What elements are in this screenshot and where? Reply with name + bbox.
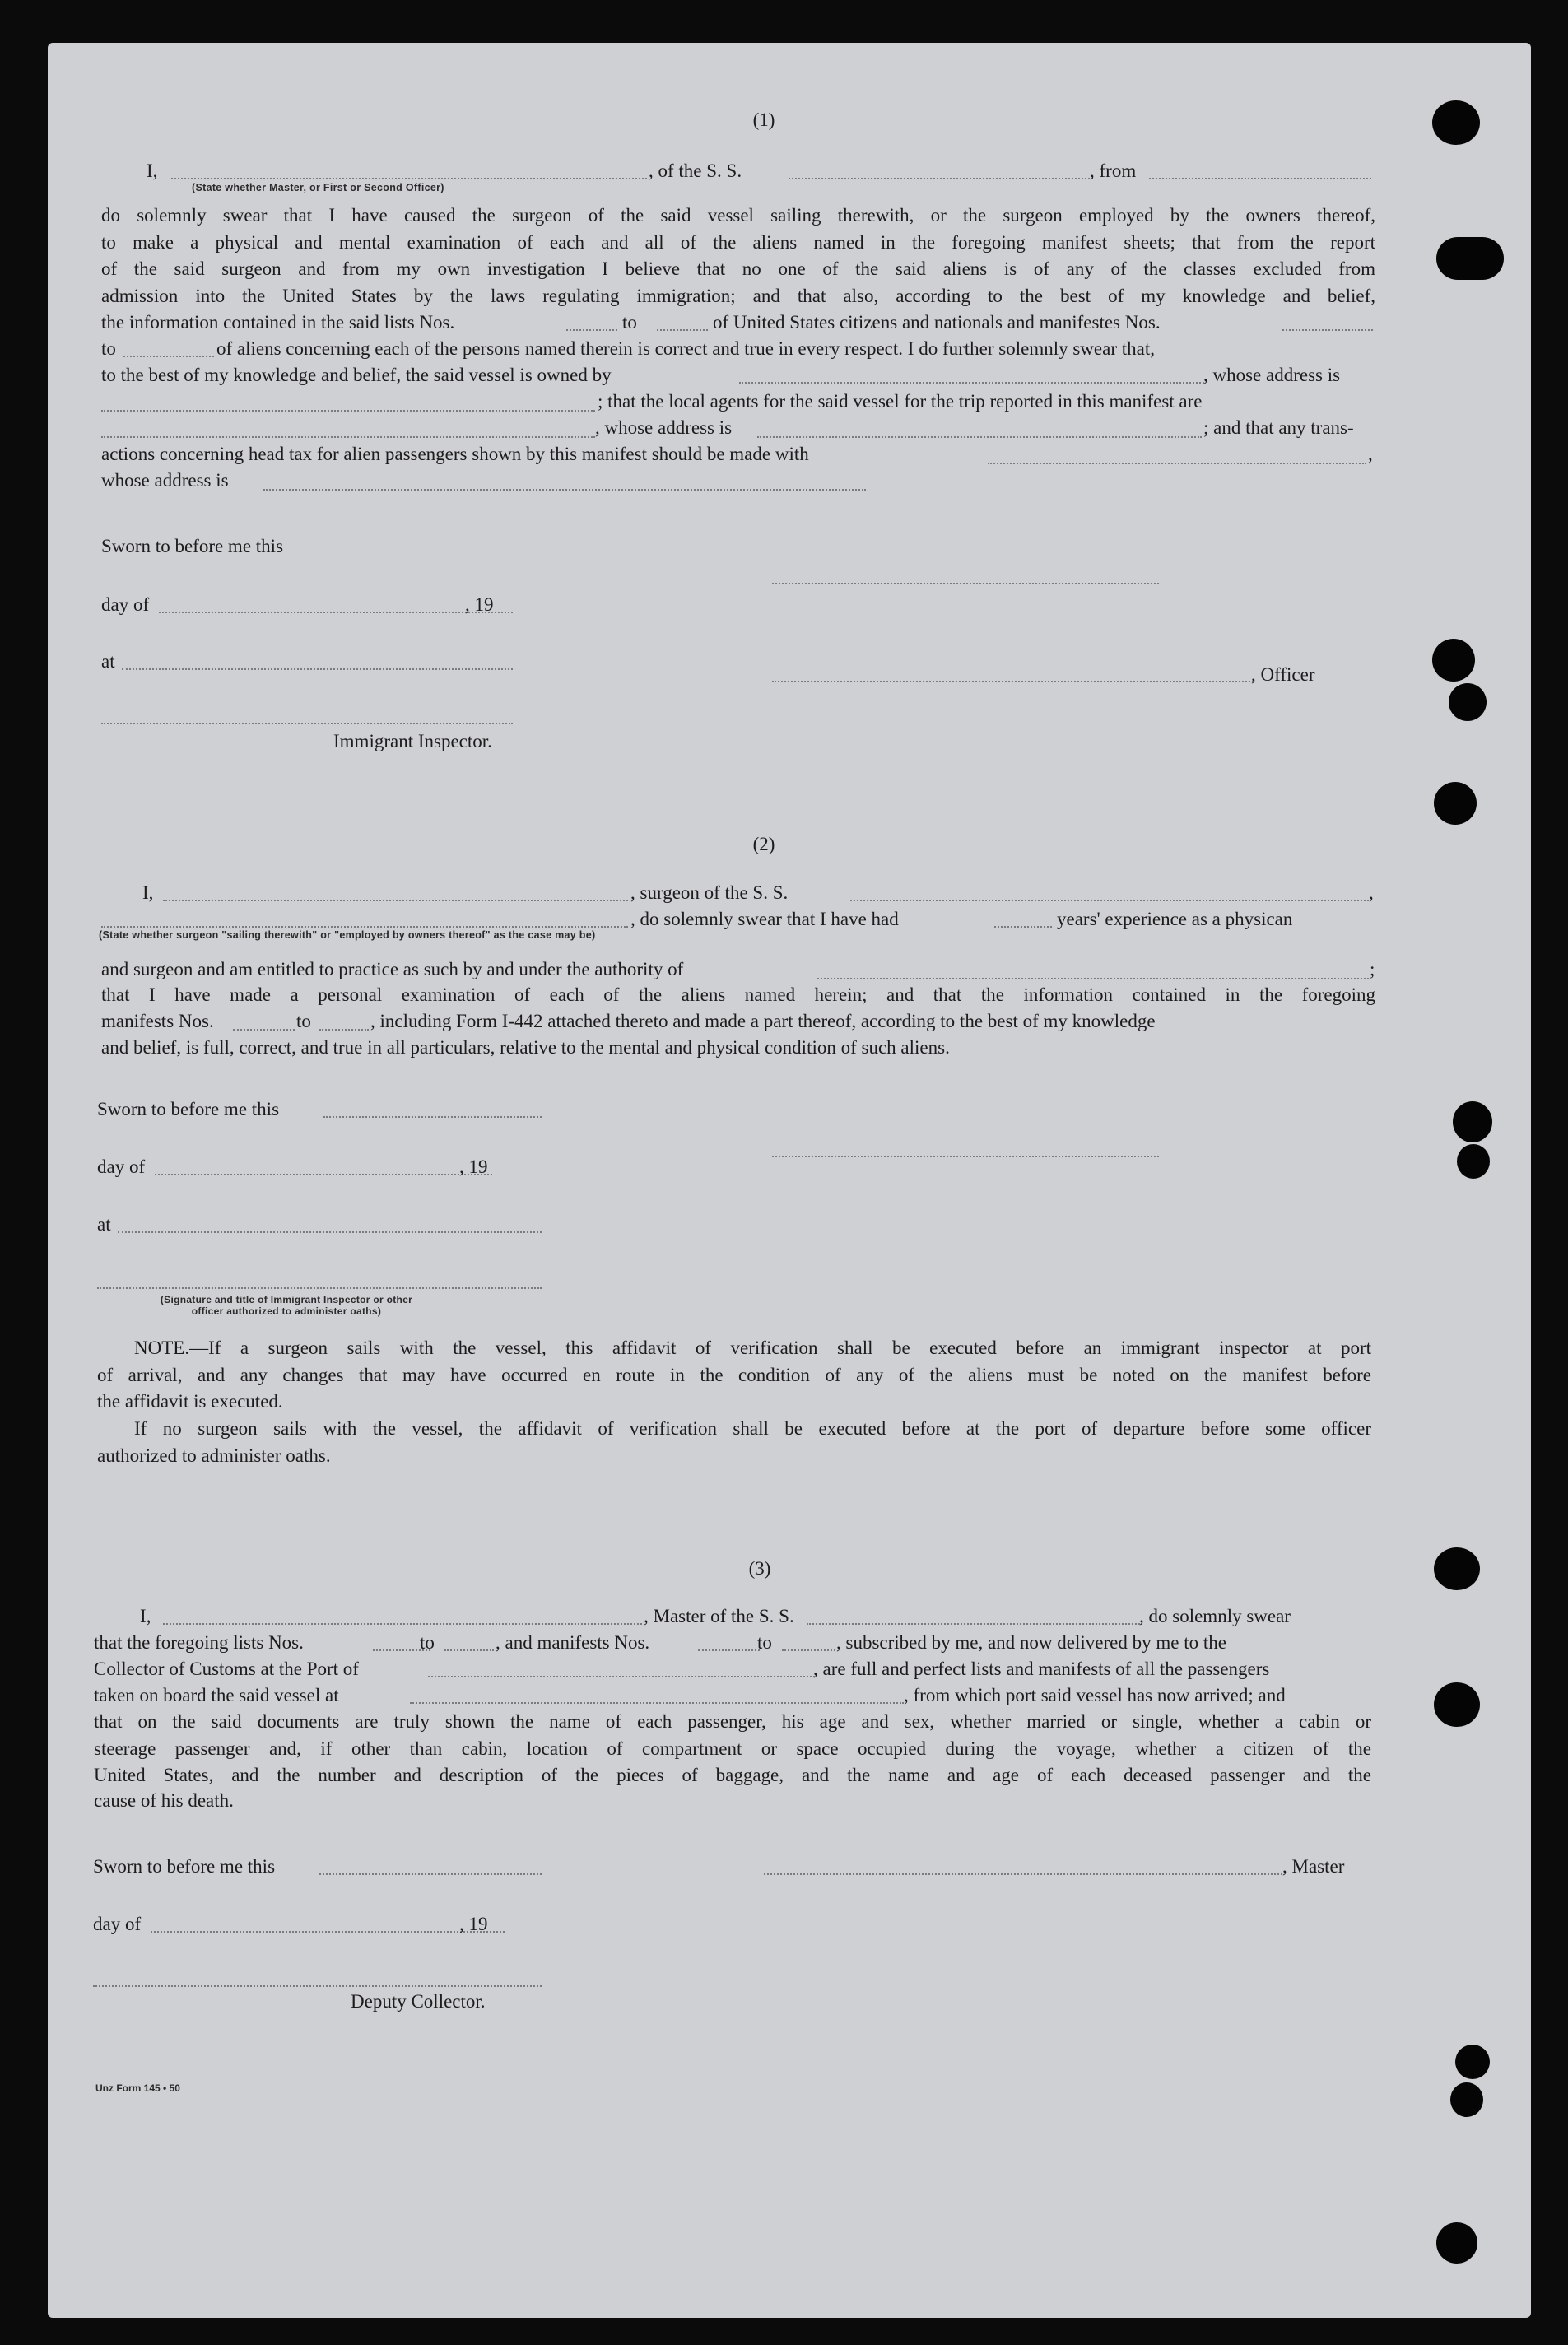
of-ss-label: , of the S. S.: [649, 161, 742, 181]
manifest-from-field[interactable]: [233, 1029, 295, 1031]
owner-address-label: , whose address is: [1203, 365, 1341, 385]
punch-hole: [1434, 1682, 1480, 1727]
declarant-i: I,: [140, 1606, 151, 1626]
signature-note-line: (Signature and title of Immigrant Inspector or other: [160, 1294, 413, 1305]
exam-paragraph: [101, 982, 1375, 1009]
documents-line: steerage passenger and, if other than cabin, location of compartment or space occupied during the voyage, whether a citizen of the: [94, 1738, 1371, 1759]
year-label: , 19: [459, 1914, 488, 1934]
sworn-label: Sworn to before me this: [101, 536, 284, 556]
documents-line: United States, and the number and description of the pieces of baggage, and the name and age of each deceased passenger and the: [94, 1765, 1371, 1785]
owner-address-field[interactable]: [101, 410, 595, 412]
transactions-label: ; and that any trans-: [1203, 417, 1354, 438]
comma: ,: [1369, 882, 1374, 903]
form-number: Unz Form 145 • 50: [95, 2082, 180, 2094]
section-number: (2): [752, 834, 775, 854]
section-number: (1): [752, 109, 775, 130]
info-label: the information contained in the said lists Nos.: [101, 312, 455, 333]
day-of-field[interactable]: [159, 612, 513, 613]
at-field[interactable]: [122, 668, 513, 670]
oath-paragraph: [101, 202, 1375, 309]
cause-text: cause of his death.: [94, 1790, 234, 1811]
from-label: , from: [1090, 161, 1137, 181]
form-text: , including Form I-442 attached thereto and made a part thereof, according to the best of my knowledge: [370, 1011, 1156, 1031]
sworn-date-field[interactable]: [319, 1873, 542, 1875]
alien-manifest-from-field[interactable]: [1282, 329, 1373, 331]
semicolon: ;: [1370, 959, 1375, 979]
inspector-signature-field[interactable]: [97, 1287, 542, 1289]
at-label: at: [101, 651, 115, 672]
sworn-label: Sworn to before me this: [97, 1099, 280, 1119]
agents-address-label: , whose address is: [595, 417, 733, 438]
master-name-field[interactable]: [163, 1623, 642, 1625]
aliens-text: of aliens concerning each of the persons named therein is correct and true in every respect. I do further solemnly swear that,: [216, 338, 1155, 359]
authority-label: and surgeon and am entitled to practice as such by and under the authority of: [101, 959, 684, 979]
alien-manifest-to-field[interactable]: [123, 356, 214, 357]
to-label: to: [420, 1632, 435, 1653]
manifests-label: of United States citizens and nationals and manifestes Nos.: [713, 312, 1161, 333]
surgeon-note: (State whether surgeon "sailing therewith" or "employed by owners thereof" as the case may be): [99, 929, 596, 941]
documents-paragraph: [94, 1709, 1371, 1789]
master-ss-label: , Master of the S. S.: [644, 1606, 794, 1626]
sworn-label: Sworn to before me this: [93, 1856, 276, 1877]
year-label: , 19: [459, 1156, 488, 1177]
headtax-address-field[interactable]: [263, 489, 866, 491]
headtax-text: actions concerning head tax for alien passengers shown by this manifest should be made with: [101, 444, 809, 464]
no-surgeon-paragraph: [97, 1416, 1371, 1469]
surgeon-name-field[interactable]: [163, 900, 628, 901]
deputy-label: Deputy Collector.: [351, 1991, 486, 2012]
inspector-signature-field[interactable]: [101, 723, 513, 724]
surgeon-signature-field[interactable]: [772, 1156, 1159, 1157]
punch-hole: [1453, 1101, 1492, 1142]
agents-field[interactable]: [101, 436, 595, 438]
oath-line: admission into the United States by the laws regulating immigration; and that also, according to the best of my knowledge and belief,: [101, 285, 1375, 306]
years-field[interactable]: [994, 926, 1052, 928]
agents-text: ; that the local agents for the said vessel for the trip reported in this manifest are: [598, 391, 1203, 412]
exam-line: that I have made a personal examination of each of the aliens named herein; and that the information contained in the foregoing: [101, 984, 1375, 1005]
officer-label: , Officer: [1251, 664, 1315, 685]
officer-title-field[interactable]: [772, 681, 1254, 682]
day-of-field[interactable]: [155, 1174, 492, 1175]
deputy-signature-field[interactable]: [93, 1985, 542, 1987]
swear-label: , do solemnly swear: [1139, 1606, 1291, 1626]
no-surgeon-line: authorized to administer oaths.: [97, 1445, 331, 1466]
to-label: to: [757, 1632, 772, 1653]
collector-text: , are full and perfect lists and manifests of all the passengers: [813, 1659, 1270, 1679]
collector-label: Collector of Customs at the Port of: [94, 1659, 359, 1679]
manifest-affidavit-page: [48, 43, 1531, 2318]
comma: ,: [1368, 444, 1373, 464]
to-label: to: [101, 338, 116, 359]
signature-note-line: officer authorized to administer oaths): [191, 1305, 382, 1317]
surgeon-ss-label: , surgeon of the S. S.: [630, 882, 789, 903]
note-line: NOTE.—If a surgeon sails with the vessel, this affidavit of verification shall be executed before an immigrant inspector at port: [134, 1338, 1371, 1358]
declarant-i: I,: [147, 161, 158, 181]
belief-text: and belief, is full, correct, and true in all particulars, relative to the mental and physical condition of such aliens.: [101, 1037, 950, 1058]
manifest-to-field[interactable]: [319, 1029, 369, 1031]
oath-line: to make a physical and mental examination of each and all of the aliens named in the foregoing manifest sheets; that from the report: [101, 231, 1375, 253]
officer-note: (State whether Master, or First or Second Officer): [192, 182, 444, 193]
citizen-list-to-field[interactable]: [657, 329, 708, 331]
lists-label: that the foregoing lists Nos.: [94, 1632, 304, 1653]
section-number: (3): [748, 1558, 771, 1579]
manifests-label: manifests Nos.: [101, 1011, 214, 1031]
note-line: the affidavit is executed.: [97, 1391, 283, 1412]
day-of-label: day of: [97, 1156, 146, 1177]
experience-label: , do solemnly swear that I have had: [630, 909, 899, 929]
officer-name-field[interactable]: [171, 178, 647, 179]
day-of-field[interactable]: [151, 1931, 505, 1933]
punch-hole: [1436, 2222, 1477, 2264]
declarant-signature-field[interactable]: [772, 583, 1159, 584]
punch-hole: [1449, 683, 1487, 721]
collector-port-field[interactable]: [428, 1676, 815, 1677]
at-field[interactable]: [118, 1231, 542, 1233]
punch-hole: [1434, 1547, 1480, 1590]
declarant-i: I,: [142, 882, 154, 903]
punch-hole: [1434, 782, 1477, 825]
note-paragraph: [97, 1335, 1371, 1416]
documents-line: that on the said documents are truly shown the name of each passenger, his age and sex, whether married or single, whether a cabin or: [94, 1711, 1371, 1732]
authority-field[interactable]: [817, 978, 1369, 979]
master-label: , Master: [1282, 1856, 1345, 1877]
oath-line: do solemnly swear that I have caused the surgeon of the said vessel sailing therewith, or the surgeon employed by the owners thereof,: [101, 205, 1375, 226]
surgeon-vessel-field[interactable]: [850, 900, 1369, 901]
citizen-list-from-field[interactable]: [566, 329, 617, 331]
to-label: to: [296, 1011, 311, 1031]
manifests-to-field[interactable]: [782, 1649, 835, 1651]
inspector-label: Immigrant Inspector.: [333, 731, 492, 751]
whose-address-label: whose address is: [101, 470, 229, 491]
punch-hole: [1432, 639, 1475, 682]
manifests-from-field[interactable]: [698, 1649, 760, 1651]
no-surgeon-line: If no surgeon sails with the vessel, the affidavit of verification shall be executed before at the port of departure before some officer: [134, 1418, 1371, 1439]
owned-label: to the best of my knowledge and belief, the said vessel is owned by: [101, 365, 612, 385]
note-line: of arrival, and any changes that may have occurred en route in the condition of any of the aliens must be noted on the manifest before: [97, 1364, 1371, 1385]
departure-port-field[interactable]: [1149, 178, 1371, 179]
lists-to-field[interactable]: [444, 1649, 494, 1651]
master-vessel-field[interactable]: [807, 1623, 1142, 1625]
arrived-text: , from which port said vessel has now arrived; and: [904, 1685, 1286, 1705]
punch-hole: [1455, 2045, 1490, 2079]
owner-field[interactable]: [739, 382, 1204, 384]
sworn-date-field[interactable]: [323, 1116, 542, 1118]
punch-hole: [1432, 100, 1480, 145]
master-signature-field[interactable]: [764, 1873, 1282, 1875]
embark-port-field[interactable]: [410, 1702, 904, 1704]
physician-label: years' experience as a physican: [1057, 909, 1293, 929]
signature-note: [97, 1294, 476, 1317]
taken-label: taken on board the said vessel at: [94, 1685, 339, 1705]
punch-hole: [1450, 2082, 1483, 2117]
vessel-name-field[interactable]: [789, 178, 1093, 179]
to-label: to: [622, 312, 637, 333]
agents-address-field[interactable]: [757, 436, 1202, 438]
oath-line: of the said surgeon and from my own investigation I believe that no one of the said aliens is of any of the classes excluded from: [101, 258, 1375, 279]
punch-hole: [1436, 237, 1504, 280]
at-label: at: [97, 1214, 111, 1235]
year-label: , 19: [465, 594, 494, 615]
subscribed-text: , subscribed by me, and now delivered by me to the: [836, 1632, 1226, 1653]
day-of-label: day of: [101, 594, 150, 615]
day-of-label: day of: [93, 1914, 142, 1934]
punch-hole: [1457, 1144, 1490, 1179]
and-manifests-label: , and manifests Nos.: [496, 1632, 650, 1653]
surgeon-status-field[interactable]: [101, 926, 628, 928]
headtax-agent-field[interactable]: [988, 463, 1366, 464]
